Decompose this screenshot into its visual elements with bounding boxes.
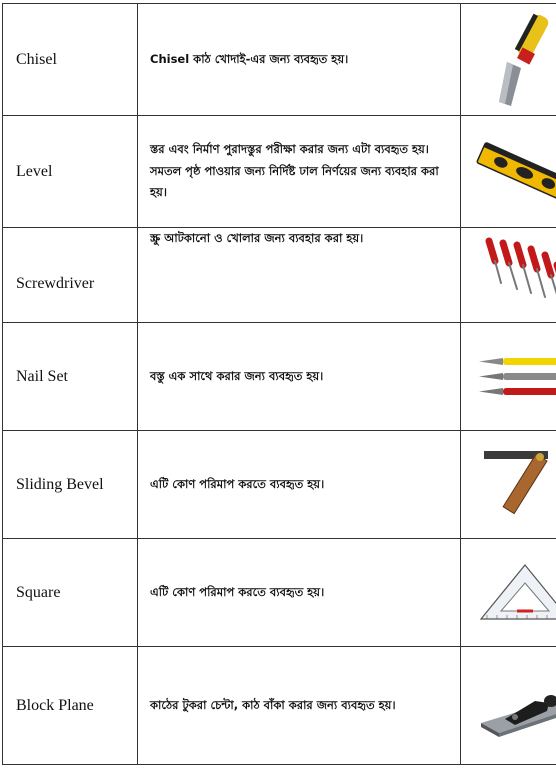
tool-image-cell bbox=[461, 647, 556, 765]
block-plane-icon bbox=[475, 671, 556, 741]
tools-table bbox=[2, 3, 556, 765]
tool-description: স্ক্রু আটকানো ও খোলার জন্য ব্যবহার করা হয়। bbox=[138, 228, 461, 323]
tool-description: এটি কোণ পরিমাপ করতে ব্যবহৃত হয়। bbox=[138, 539, 461, 647]
table-row bbox=[3, 116, 556, 228]
tool-image-cell bbox=[461, 4, 556, 116]
nail-set-icon bbox=[475, 352, 556, 402]
tool-name: Block Plane bbox=[3, 647, 138, 765]
tool-image-cell bbox=[461, 431, 556, 539]
table-row bbox=[3, 4, 556, 116]
table-row bbox=[3, 539, 556, 647]
tool-image-cell bbox=[461, 116, 556, 228]
tool-image-cell bbox=[461, 539, 556, 647]
chisel-icon bbox=[485, 10, 556, 110]
tool-name: Chisel bbox=[3, 4, 138, 116]
table-row bbox=[3, 431, 556, 539]
table-row bbox=[3, 647, 556, 765]
table-row bbox=[3, 323, 556, 431]
tool-name: Screwdriver bbox=[3, 228, 138, 323]
table-row bbox=[3, 228, 556, 323]
tool-description: স্তর এবং নির্মাণ পুরাদস্তুর পরীক্ষা করার জন্য এটা ব্যবহৃত হয়। সমতল পৃষ্ঠ পাওয়ার জন্য নির্দিষ্ট ঢাল নির্ণয়ের জন্য ব্যবহার করা হয়। bbox=[138, 116, 461, 228]
tool-description: বস্তু এক সাথে করার জন্য ব্যবহৃত হয়। bbox=[138, 323, 461, 431]
tool-name: Sliding Bevel bbox=[3, 431, 138, 539]
tool-image-cell bbox=[461, 323, 556, 431]
tool-name: Square bbox=[3, 539, 138, 647]
tool-name: Level bbox=[3, 116, 138, 228]
tool-description: কাঠের টুকরা চেন্টা, কাঠ বাঁকা করার জন্য ব্যবহৃত হয়। bbox=[138, 647, 461, 765]
sliding-bevel-icon bbox=[480, 445, 556, 525]
tool-description: Chisel কাঠ খোদাই-এর জন্য ব্যবহৃত হয়। bbox=[138, 4, 461, 116]
level-icon bbox=[475, 137, 556, 207]
tool-name: Nail Set bbox=[3, 323, 138, 431]
tool-description: এটি কোণ পরিমাপ করতে ব্যবহৃত হয়। bbox=[138, 431, 461, 539]
tool-image-cell bbox=[461, 228, 556, 323]
screwdriver-set-icon bbox=[475, 235, 556, 315]
set-square-icon bbox=[477, 561, 556, 625]
